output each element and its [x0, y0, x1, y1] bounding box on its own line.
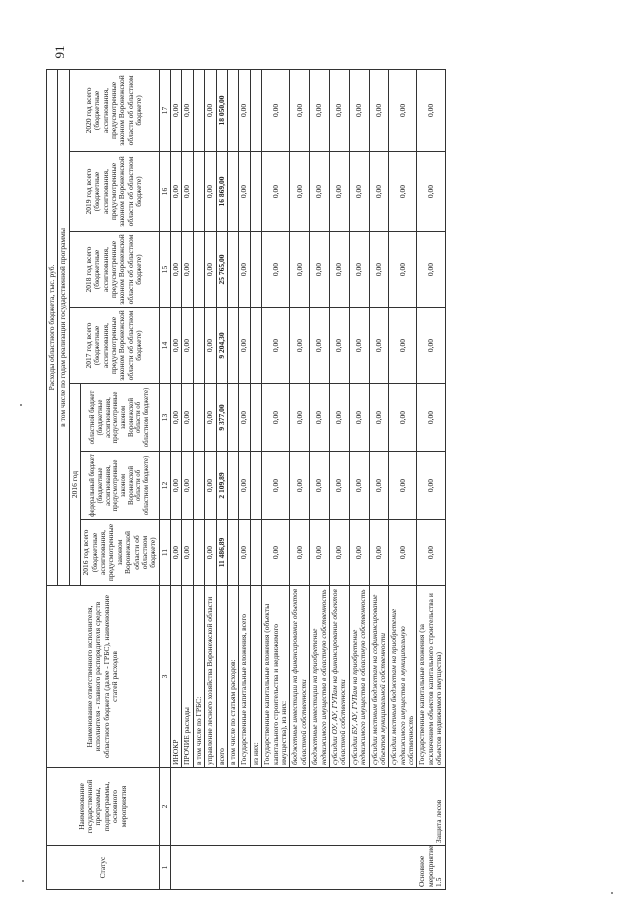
- value-cell: [193, 520, 204, 586]
- row-label: субсидии БУ, АУ, ГУПам на приобретение недвижимого имущества в областную собственность: [349, 586, 369, 768]
- value-cell: 0,00: [182, 384, 193, 452]
- value-cell: 0,00: [389, 69, 417, 151]
- value-cell: 0,00: [389, 308, 417, 384]
- value-cell: [250, 308, 261, 384]
- value-cell: 0,00: [182, 152, 193, 232]
- value-cell: [250, 384, 261, 452]
- value-cell: 0,00: [417, 520, 445, 586]
- value-cell: 0,00: [182, 308, 193, 384]
- value-cell: 0,00: [389, 232, 417, 308]
- value-cell: [228, 232, 239, 308]
- value-cell: 0,00: [290, 69, 310, 151]
- status-cell: Основное мероприятие 1.5: [171, 846, 446, 890]
- value-cell: 0,00: [171, 452, 182, 520]
- page-number: 91: [52, 45, 67, 59]
- value-cell: [250, 152, 261, 232]
- value-cell: 0,00: [171, 384, 182, 452]
- col-num: 17: [159, 69, 170, 151]
- header-regional: областной бюджет (бюджетные ассигнования, предусмотренные законом Воронежской области об областном бюджете): [81, 384, 160, 452]
- value-cell: 0,00: [290, 384, 310, 452]
- value-cell: 0,00: [389, 520, 417, 586]
- row-label: управление лесного хозяйства Воронежской области: [205, 586, 216, 768]
- header-executor: Наименование ответственного исполнителя, исполнителя - главного распорядителя средств областного бюджета (далее - ГРБС), наименование статей расходов: [47, 586, 160, 768]
- row-label: Государственные капитальные вложения (объекты капитального строительства и недвижимого имущества), из них:: [262, 586, 290, 768]
- value-cell: 0,00: [329, 520, 349, 586]
- value-cell: 0,00: [205, 232, 216, 308]
- value-cell: 0,00: [239, 308, 250, 384]
- value-cell: 0,00: [369, 520, 389, 586]
- row-label: в том числе по ГРБС:: [193, 586, 204, 768]
- header-expenses: Расходы областного бюджета, тыс. руб.: [47, 69, 58, 585]
- row-label: Государственные капитальные вложения (за исключением объектов капитального строительства и объектов недвижимого имущества): [417, 586, 445, 768]
- value-cell: 0,00: [239, 69, 250, 151]
- value-cell: 0,00: [171, 308, 182, 384]
- value-cell: 0,00: [205, 452, 216, 520]
- value-cell: 0,00: [171, 152, 182, 232]
- scan-speck: [22, 880, 24, 882]
- value-cell: [193, 384, 204, 452]
- value-cell: 0,00: [389, 152, 417, 232]
- value-cell: 0,00: [171, 520, 182, 586]
- rotated-table-container: [46, 70, 636, 890]
- value-cell: [193, 152, 204, 232]
- value-cell: 0,00: [262, 308, 290, 384]
- value-cell: 0,00: [262, 384, 290, 452]
- value-cell: [228, 152, 239, 232]
- value-cell: [193, 69, 204, 151]
- col-num: 14: [159, 308, 170, 384]
- value-cell: 9 377,00: [216, 384, 227, 452]
- value-cell: 0,00: [262, 232, 290, 308]
- row-label: Государственные капитальные вложения, всего: [239, 586, 250, 768]
- value-cell: 0,00: [349, 520, 369, 586]
- value-cell: 0,00: [417, 152, 445, 232]
- value-cell: 0,00: [369, 152, 389, 232]
- col-num: 1: [159, 846, 170, 890]
- value-cell: 0,00: [205, 152, 216, 232]
- table-row: [262, 69, 290, 889]
- row-label: субсидии ОУ, АУ, ГУПам на финансирование объектов областной собственности: [329, 586, 349, 768]
- header-by-years: в том числе по годам реализации государственной программы: [58, 69, 69, 585]
- value-cell: 0,00: [182, 232, 193, 308]
- table-row: [205, 69, 216, 889]
- value-cell: 0,00: [310, 520, 330, 586]
- value-cell: 2 109,89: [216, 452, 227, 520]
- value-cell: 0,00: [349, 232, 369, 308]
- value-cell: [193, 452, 204, 520]
- value-cell: [228, 520, 239, 586]
- value-cell: 0,00: [310, 69, 330, 151]
- value-cell: 0,00: [369, 232, 389, 308]
- table-row: [228, 69, 239, 889]
- value-cell: 0,00: [310, 452, 330, 520]
- value-cell: 0,00: [171, 232, 182, 308]
- value-cell: 0,00: [290, 520, 310, 586]
- value-cell: 0,00: [262, 452, 290, 520]
- value-cell: 0,00: [369, 308, 389, 384]
- value-cell: 0,00: [205, 308, 216, 384]
- value-cell: [193, 232, 204, 308]
- value-cell: 0,00: [369, 452, 389, 520]
- value-cell: [250, 452, 261, 520]
- table-row: [310, 69, 330, 889]
- column-numbers-row: [159, 69, 170, 889]
- scan-speck: [611, 892, 613, 894]
- row-label: субсидии местным бюджетам на софинансирование объектов муниципальной собственности: [369, 586, 389, 768]
- table-row: [216, 69, 227, 889]
- header-status: Статус: [47, 846, 160, 890]
- value-cell: 16 869,00: [216, 152, 227, 232]
- value-cell: [250, 232, 261, 308]
- value-cell: 0,00: [417, 384, 445, 452]
- row-label: всего: [216, 586, 227, 768]
- row-label: в том числе по статьям расходов:: [228, 586, 239, 768]
- value-cell: 0,00: [349, 152, 369, 232]
- value-cell: 0,00: [182, 452, 193, 520]
- value-cell: 0,00: [171, 69, 182, 151]
- header-program-name: Наименование государственной программы, подпрограммы, основного мероприятия: [47, 768, 160, 846]
- value-cell: 0,00: [329, 384, 349, 452]
- value-cell: 0,00: [262, 152, 290, 232]
- value-cell: 0,00: [182, 520, 193, 586]
- table-row: [290, 69, 310, 889]
- value-cell: 0,00: [239, 232, 250, 308]
- value-cell: 0,00: [205, 520, 216, 586]
- value-cell: 0,00: [239, 384, 250, 452]
- value-cell: 0,00: [417, 308, 445, 384]
- value-cell: 0,00: [290, 232, 310, 308]
- value-cell: [193, 308, 204, 384]
- value-cell: 11 486,89: [216, 520, 227, 586]
- col-num: 12: [159, 452, 170, 520]
- value-cell: 0,00: [349, 308, 369, 384]
- value-cell: 0,00: [290, 152, 310, 232]
- value-cell: [250, 520, 261, 586]
- col-num: 2: [159, 768, 170, 846]
- value-cell: [228, 69, 239, 151]
- value-cell: 0,00: [310, 232, 330, 308]
- value-cell: [228, 308, 239, 384]
- row-label: ИНОКР: [171, 586, 182, 768]
- value-cell: 0,00: [417, 452, 445, 520]
- scan-speck: [20, 404, 22, 406]
- value-cell: 0,00: [369, 69, 389, 151]
- value-cell: 0,00: [349, 69, 369, 151]
- row-label: бюджетные инвестиции на приобретение недвижимого имущества в областную собственность: [310, 586, 330, 768]
- table-row: [239, 69, 250, 889]
- value-cell: [228, 384, 239, 452]
- value-cell: 0,00: [417, 232, 445, 308]
- value-cell: 0,00: [329, 452, 349, 520]
- header-2016: 2016 год: [69, 384, 80, 586]
- value-cell: 0,00: [310, 384, 330, 452]
- value-cell: [228, 452, 239, 520]
- value-cell: 0,00: [310, 308, 330, 384]
- value-cell: 0,00: [389, 384, 417, 452]
- table-row: [250, 69, 261, 889]
- header-2020: 2020 год всего (бюджетные ассигнования, предусмотренные законом Воронежской области об областном бюджете): [69, 69, 159, 151]
- program-name-cell: Защита лесов: [171, 768, 446, 846]
- col-num: 11: [159, 520, 170, 586]
- table-row: [171, 69, 182, 889]
- budget-table: [46, 69, 446, 890]
- row-label: ПРОЧИЕ расходы: [182, 586, 193, 768]
- value-cell: [250, 69, 261, 151]
- value-cell: 0,00: [205, 69, 216, 151]
- value-cell: 25 765,00: [216, 232, 227, 308]
- value-cell: 0,00: [349, 384, 369, 452]
- header-2018: 2018 год всего (бюджетные ассигнования, предусмотренные законом Воронежской области об областном бюджете): [69, 232, 159, 308]
- header-2016-total: 2016 год всего (бюджетные ассигнования, предусмотренные законом Воронежской области об областном бюджете): [81, 520, 160, 586]
- row-label: бюджетные инвестиции на финансирование объектов областной собственности: [290, 586, 310, 768]
- value-cell: 0,00: [310, 152, 330, 232]
- row-label: субсидии местным бюджетам на приобретение недвижимого имущества в муниципальную собственность: [389, 586, 417, 768]
- value-cell: 0,00: [205, 384, 216, 452]
- table-row: [182, 69, 193, 889]
- value-cell: 0,00: [329, 152, 349, 232]
- value-cell: 9 204,30: [216, 308, 227, 384]
- col-num: 15: [159, 232, 170, 308]
- table-row: [417, 69, 445, 889]
- header-2017: 2017 год всего (бюджетные ассигнования, предусмотренные законом Воронежской области об областном бюджете): [69, 308, 159, 384]
- value-cell: 0,00: [290, 452, 310, 520]
- value-cell: 0,00: [262, 520, 290, 586]
- header-2019: 2019 год всего (бюджетные ассигнования, предусмотренные законом Воронежской области об областном бюджете): [69, 152, 159, 232]
- value-cell: 0,00: [417, 69, 445, 151]
- value-cell: 0,00: [349, 452, 369, 520]
- value-cell: 0,00: [262, 69, 290, 151]
- value-cell: 0,00: [329, 232, 349, 308]
- table-row: [193, 69, 204, 889]
- value-cell: 0,00: [329, 308, 349, 384]
- value-cell: 0,00: [389, 452, 417, 520]
- value-cell: 0,00: [182, 69, 193, 151]
- value-cell: 0,00: [239, 152, 250, 232]
- value-cell: 0,00: [290, 308, 310, 384]
- value-cell: 0,00: [239, 520, 250, 586]
- value-cell: 18 050,00: [216, 69, 227, 151]
- header-federal: федеральный бюджет (бюджетные ассигнования, предусмотренные законом Воронежской области об областном бюджете): [81, 452, 160, 520]
- col-num: 13: [159, 384, 170, 452]
- value-cell: 0,00: [239, 452, 250, 520]
- col-num: 3: [159, 586, 170, 768]
- row-label: из них:: [250, 586, 261, 768]
- table-row: [329, 69, 349, 889]
- table-row: [369, 69, 389, 889]
- col-num: 16: [159, 152, 170, 232]
- value-cell: 0,00: [369, 384, 389, 452]
- value-cell: 0,00: [329, 69, 349, 151]
- table-row: [389, 69, 417, 889]
- table-row: [349, 69, 369, 889]
